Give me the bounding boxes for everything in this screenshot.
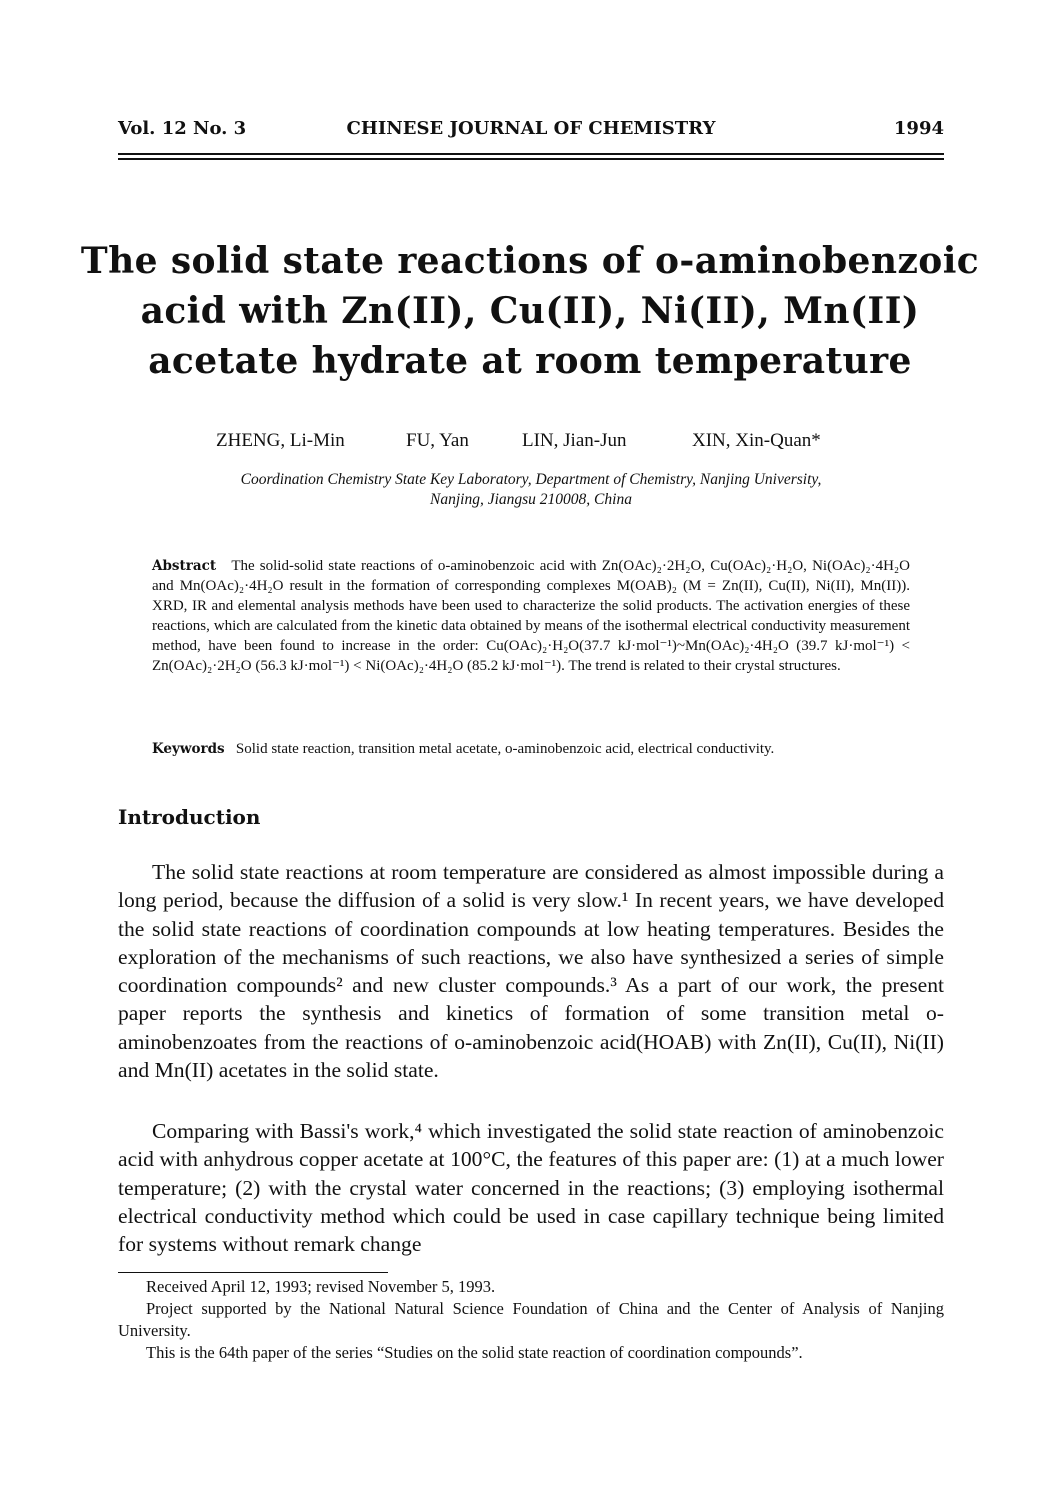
abstract — [152, 556, 910, 676]
section-heading: Introduction — [118, 805, 261, 829]
header-rule-bottom — [118, 158, 944, 160]
author-name: ZHENG, Li-Min — [216, 430, 345, 451]
journal-name: CHINESE JOURNAL OF CHEMISTRY — [346, 118, 716, 139]
paragraph-text: The solid state reactions at room temperature are considered as almost impossible during a long period, because the diffusion of a solid is very slow.¹ In recent years, we have developed the solid state reactions of coordination compounds at low heating temperatures. Besides the exploration of the mechanisms of such reactions, we also have synthesized a series of simple coordination compounds² and new cluster compounds.³ As a part of our work, the present paper reports the synthesis and kinetics of formation of some transition metal o-aminobenzoates from the reactions of o-aminobenzoic acid(HOAB) with Zn(II), Cu(II), Ni(II) and Mn(II) acetates in the solid state. — [118, 860, 944, 1083]
volume-label: Vol. 12 No. 3 — [118, 118, 247, 139]
footnote: This is the 64th paper of the series “Studies on the solid state reaction of coordination compounds”. — [146, 1343, 803, 1362]
title-line-3: acetate hydrate at room temperature — [148, 340, 912, 382]
author-name: LIN, Jian-Jun — [522, 430, 627, 451]
footnote: Received April 12, 1993; revised November 5, 1993. — [146, 1277, 496, 1296]
title-line-2: acid with Zn(II), Cu(II), Ni(II), Mn(II) — [140, 290, 920, 332]
footnote: Project supported by the National Natural Science Foundation of China and the Center of Analysis of Nanjing University. — [118, 1299, 944, 1340]
footnote-rule — [118, 1272, 388, 1273]
affiliation-line-1: Coordination Chemistry State Key Laboratory, Department of Chemistry, Nanjing University, — [240, 471, 822, 488]
keywords — [152, 739, 910, 759]
body-paragraph — [118, 858, 944, 1084]
header-rule-top — [118, 153, 944, 155]
keywords-label: Keywords — [152, 741, 225, 757]
author-name: XIN, Xin-Quan* — [692, 430, 821, 451]
abstract-text: The solid-solid state reactions of o-aminobenzoic acid with Zn(OAc)₂·2H₂O, Cu(OAc)₂·H₂O, Ni(OAc)₂·4H₂O and Mn(OAc)₂·4H₂O result in the formation of corresponding complexes M(OAB)₂ (M = Zn(II), Cu(II), Ni(II), Mn(II)). XRD, IR and elemental analysis methods have been used to characterize the solid products. The activation energies of these reactions, which are calculated from the kinetic data obtained by means of the isothermal electrical conductivity measurement method, have been found to increase in the order: Cu(OAc)₂·H₂O(37.7 kJ·mol⁻¹)~Mn(OAc)₂·4H₂O (39.7 kJ·mol⁻¹) < Zn(OAc)₂·2H₂O (56.3 kJ·mol⁻¹) < Ni(OAc)₂·4H₂O (85.2 kJ·mol⁻¹). The trend is related to their crystal structures. — [152, 558, 910, 674]
footnotes — [118, 1276, 944, 1364]
paragraph-text: Comparing with Bassi's work,⁴ which investigated the solid state reaction of aminobenzoic acid with anhydrous copper acetate at 100°C, the features of this paper are: (1) at a much lower temperature; (2) with the crystal water concerned in the reactions; (3) employing isothermal electrical conductivity method which could be used in case capillary technique being limited for systems without remark change — [118, 1119, 944, 1257]
affiliation — [118, 470, 944, 510]
keywords-text: Solid state reaction, transition metal acetate, o-aminobenzoic acid, electrical conductivity. — [235, 741, 775, 757]
body-paragraph — [118, 1117, 944, 1258]
author-name: FU, Yan — [406, 430, 469, 451]
affiliation-line-2: Nanjing, Jiangsu 210008, China — [430, 491, 632, 508]
paper-title — [80, 236, 980, 386]
running-head — [118, 118, 944, 146]
year-label: 1994 — [893, 118, 944, 139]
title-line-1: The solid state reactions of o-aminobenzoic — [80, 240, 980, 282]
author-list — [0, 430, 1050, 456]
abstract-label: Abstract — [152, 558, 217, 574]
